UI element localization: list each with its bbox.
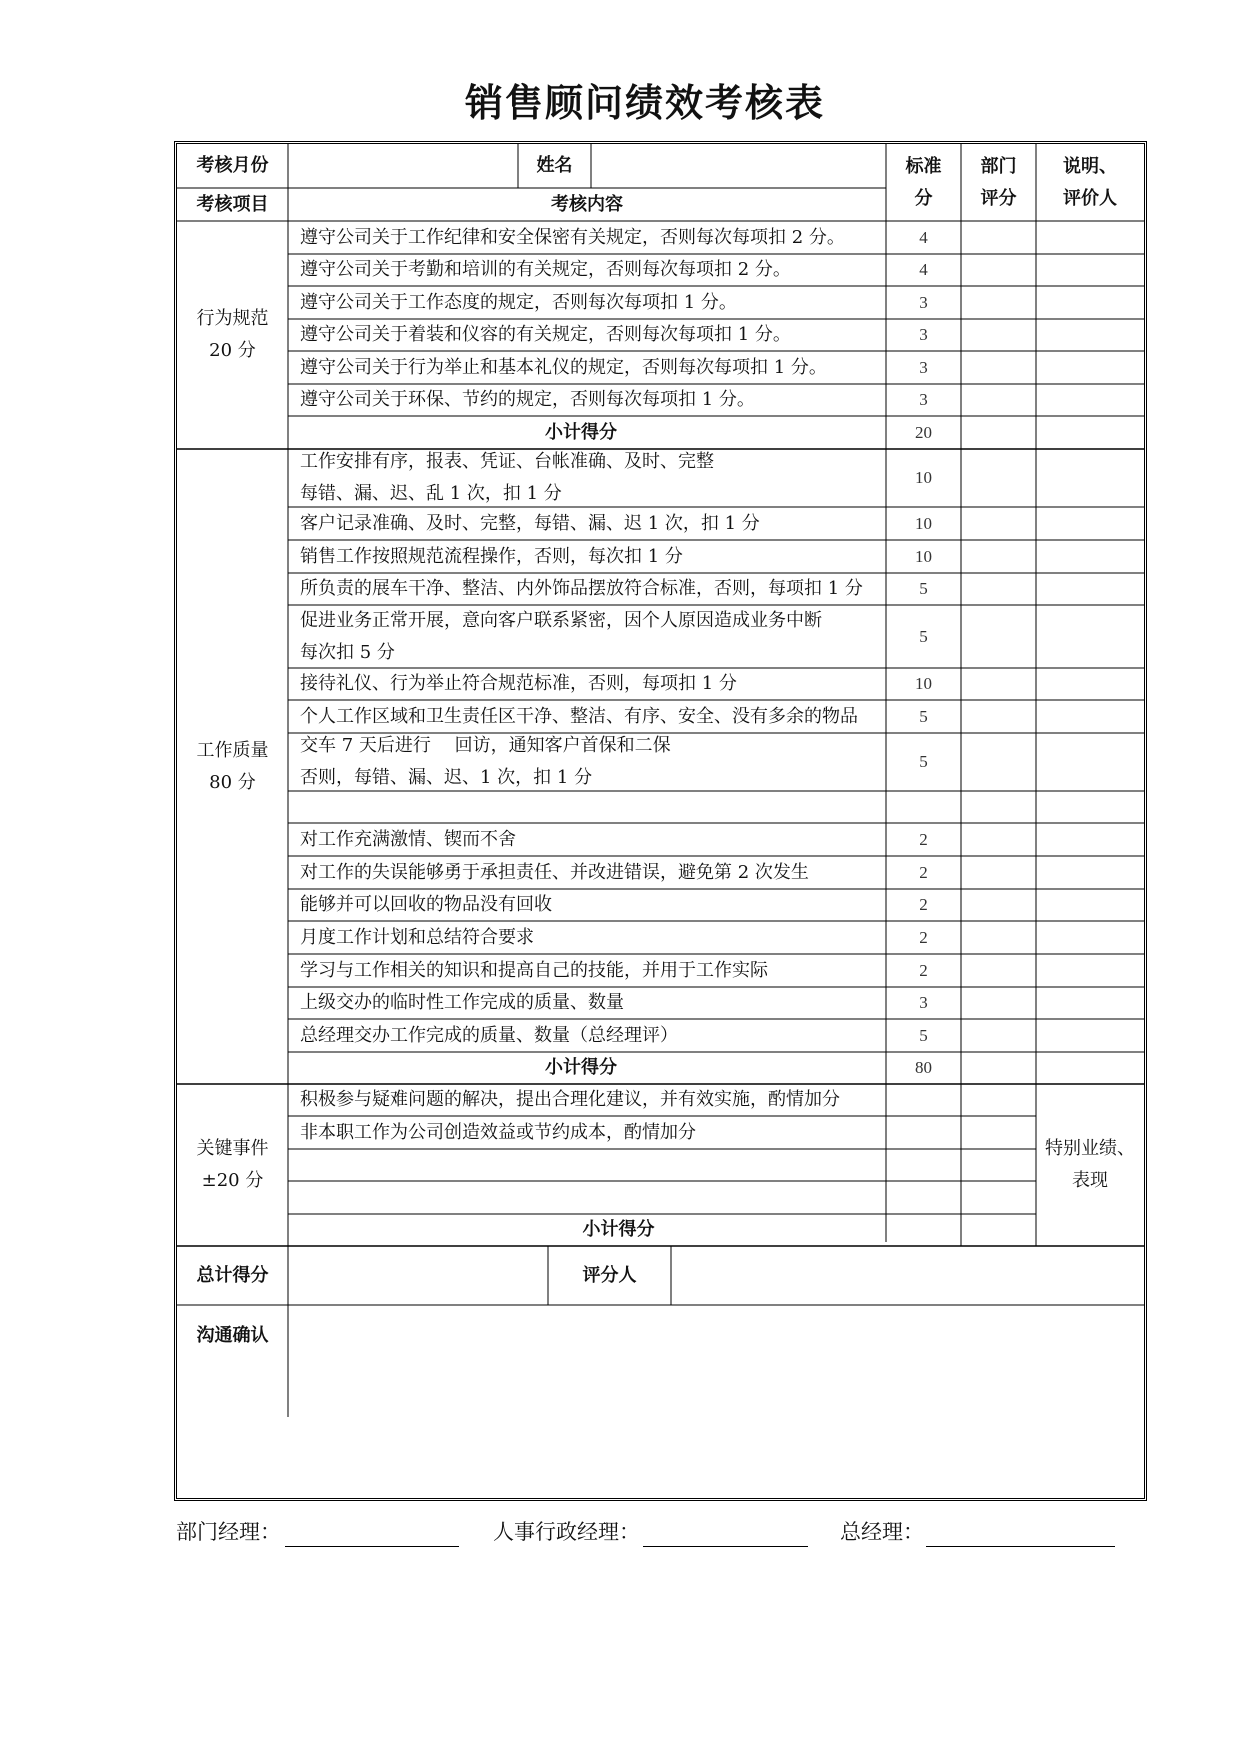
item-label-text: 考核项目 bbox=[196, 193, 269, 215]
behavior-row-note[interactable] bbox=[1036, 384, 1144, 416]
behavior-row-std-score bbox=[886, 319, 961, 351]
key-subtotal-label-text: 小计得分 bbox=[582, 1219, 655, 1240]
key-special-note-text: 表现 bbox=[1072, 1170, 1108, 1191]
quality-row-content-text: 能够并可以回收的物品没有回收 bbox=[300, 894, 552, 915]
total-label bbox=[177, 1246, 288, 1305]
quality-row-std-score bbox=[886, 540, 961, 573]
quality-row-std-score bbox=[886, 823, 961, 856]
behavior-row-content-text: 遵守公司关于着装和仪容的有关规定，否则每次每项扣 1 分。 bbox=[300, 324, 791, 345]
behavior-row-std-score-text: 3 bbox=[919, 357, 928, 377]
behavior-row-std-score-text: 3 bbox=[919, 325, 928, 344]
quality-row-content-text: 促进业务正常开展，意向客户联系紧密，因个人原因造成业务中断 bbox=[300, 609, 822, 631]
quality-row-dept-score[interactable] bbox=[961, 889, 1036, 921]
quality-subtotal-label-text: 小计得分 bbox=[545, 1057, 617, 1078]
quality-row-note[interactable] bbox=[1036, 540, 1144, 573]
quality-row-std-score-text: 2 bbox=[919, 927, 928, 947]
quality-row-std-score-text: 2 bbox=[919, 895, 928, 914]
key-row-content bbox=[288, 1149, 961, 1181]
behavior-row-std-score bbox=[886, 286, 961, 319]
quality-row-std-score-text: 2 bbox=[919, 829, 928, 849]
quality-section-label bbox=[177, 449, 288, 1084]
quality-row-content-text: 月度工作计划和总结符合要求 bbox=[300, 926, 534, 948]
key-row-content bbox=[288, 1181, 961, 1214]
behavior-row-note[interactable] bbox=[1036, 221, 1144, 254]
behavior-row-content bbox=[288, 221, 886, 254]
quality-row-std-score bbox=[886, 954, 961, 987]
quality-row-std-score bbox=[886, 507, 961, 540]
quality-row-note[interactable] bbox=[1036, 987, 1144, 1019]
quality-row-dept-score[interactable] bbox=[961, 449, 1036, 507]
month-label bbox=[177, 144, 288, 188]
quality-row-note[interactable] bbox=[1036, 573, 1144, 605]
note-header-text: 说明、 bbox=[1063, 155, 1117, 177]
quality-row-std-score-text: 5 bbox=[919, 579, 928, 598]
quality-row-content bbox=[288, 700, 886, 733]
page-title: 销售顾问绩效考核表 bbox=[464, 81, 825, 125]
quality-row-content bbox=[288, 605, 886, 668]
quality-row-content-text: 接待礼仪、行为举止符合规范标准，否则，每项扣 1 分 bbox=[300, 673, 737, 694]
quality-row-content-text: 所负责的展车干净、整洁、内外饰品摆放符合标准，否则，每项扣 1 分 bbox=[300, 578, 863, 599]
quality-row-dept-score[interactable] bbox=[961, 700, 1036, 733]
quality-row-content bbox=[288, 856, 886, 889]
quality-row-note[interactable] bbox=[1036, 954, 1144, 987]
behavior-row-note[interactable] bbox=[1036, 319, 1144, 351]
gm-label: 总经理： bbox=[840, 1520, 924, 1544]
key-subtotal-label bbox=[288, 1214, 961, 1246]
quality-row-content bbox=[288, 573, 886, 605]
key-row-score[interactable] bbox=[961, 1149, 1036, 1181]
rater-label bbox=[548, 1246, 671, 1305]
rater-label-text: 评分人 bbox=[582, 1264, 637, 1286]
behavior-row-dept-score[interactable] bbox=[961, 384, 1036, 416]
quality-row-std-score bbox=[886, 1019, 961, 1052]
behavior-row-dept-score[interactable] bbox=[961, 254, 1036, 286]
month-input[interactable] bbox=[288, 144, 518, 188]
quality-row-std-score-text: 2 bbox=[919, 862, 928, 882]
quality-row-content bbox=[288, 1019, 886, 1052]
behavior-row-std-score bbox=[886, 351, 961, 384]
total-label-text: 总计得分 bbox=[196, 1264, 269, 1286]
behavior-row-std-score-text: 3 bbox=[919, 390, 928, 409]
quality-row-std-score bbox=[886, 668, 961, 700]
dept-manager-signature-line[interactable] bbox=[285, 1546, 459, 1547]
behavior-row-note[interactable] bbox=[1036, 351, 1144, 384]
quality-row-content bbox=[288, 733, 886, 791]
quality-row-std-score-text: 10 bbox=[915, 468, 932, 487]
quality-row-std-score bbox=[886, 605, 961, 668]
quality-row-content bbox=[288, 954, 886, 987]
quality-row-dept-score[interactable] bbox=[961, 733, 1036, 791]
quality-row-note[interactable] bbox=[1036, 507, 1144, 540]
behavior-section-label-text: 20 分 bbox=[209, 340, 256, 361]
key-subtotal-score[interactable] bbox=[961, 1214, 1036, 1246]
quality-row-std-score-text: 10 bbox=[915, 674, 932, 693]
quality-row-std-score bbox=[886, 921, 961, 954]
note-header bbox=[1036, 144, 1144, 221]
quality-row-note[interactable] bbox=[1036, 1019, 1144, 1052]
month-label-text: 考核月份 bbox=[196, 155, 269, 176]
key-row-score[interactable] bbox=[961, 1084, 1036, 1116]
behavior-row-note[interactable] bbox=[1036, 254, 1144, 286]
behavior-row-note[interactable] bbox=[1036, 286, 1144, 319]
quality-subtotal-value bbox=[886, 1052, 961, 1084]
quality-row-content bbox=[288, 791, 886, 823]
quality-row-std-score bbox=[886, 700, 961, 733]
behavior-row-dept-score[interactable] bbox=[961, 286, 1036, 319]
behavior-row-std-score-text: 4 bbox=[919, 260, 928, 279]
behavior-row-content-text: 遵守公司关于考勤和培训的有关规定，否则每次每项扣 2 分。 bbox=[300, 259, 791, 280]
quality-row-content bbox=[288, 889, 886, 921]
behavior-row-content bbox=[288, 319, 886, 351]
behavior-subtotal-label-text: 小计得分 bbox=[545, 422, 617, 443]
key-row-content-text: 积极参与疑难问题的解决，提出合理化建议，并有效实施，酌情加分 bbox=[300, 1089, 840, 1110]
quality-row-content-text: 每错、漏、迟、乱 1 次，扣 1 分 bbox=[300, 483, 562, 504]
key-row-content bbox=[288, 1116, 961, 1149]
quality-subtotal-value-text: 80 bbox=[915, 1058, 932, 1077]
quality-row-std-score bbox=[886, 573, 961, 605]
quality-row-content bbox=[288, 921, 886, 954]
quality-row-content-text: 销售工作按照规范流程操作，否则，每次扣 1 分 bbox=[300, 545, 683, 567]
behavior-row-content bbox=[288, 384, 886, 416]
behavior-row-std-score-text: 4 bbox=[919, 227, 928, 247]
quality-row-note[interactable] bbox=[1036, 449, 1144, 507]
name-label bbox=[518, 144, 591, 188]
quality-row-dept-score[interactable] bbox=[961, 1019, 1036, 1052]
quality-subtotal-label bbox=[288, 1052, 886, 1084]
quality-row-content-text: 工作安排有序，报表、凭证、台帐准确、及时、完整 bbox=[300, 451, 714, 472]
dept-score-header-text: 评分 bbox=[980, 187, 1017, 209]
quality-row-note[interactable] bbox=[1036, 605, 1144, 668]
behavior-row-content-text: 遵守公司关于工作纪律和安全保密有关规定，否则每次每项扣 2 分。 bbox=[300, 226, 845, 248]
confirm-input[interactable] bbox=[288, 1305, 1144, 1366]
quality-row-std-score-text: 10 bbox=[915, 513, 932, 533]
hr-manager-label: 人事行政经理： bbox=[493, 1520, 640, 1544]
key-section-label-text: ±20 分 bbox=[201, 1170, 264, 1191]
quality-row-content-text: 个人工作区域和卫生责任区干净、整洁、有序、安全、没有多余的物品 bbox=[300, 705, 858, 727]
quality-row-std-score-text: 10 bbox=[915, 546, 932, 566]
quality-row-note[interactable] bbox=[1036, 791, 1144, 823]
dept-manager-label: 部门经理： bbox=[176, 1520, 281, 1544]
key-section-label bbox=[177, 1084, 288, 1246]
gm-signature-line[interactable] bbox=[926, 1546, 1115, 1547]
quality-row-content bbox=[288, 668, 886, 700]
quality-row-content bbox=[288, 507, 886, 540]
behavior-row-std-score bbox=[886, 384, 961, 416]
behavior-row-std-score bbox=[886, 221, 961, 254]
quality-row-dept-score[interactable] bbox=[961, 856, 1036, 889]
quality-row-dept-score[interactable] bbox=[961, 540, 1036, 573]
dept-score-header bbox=[961, 144, 1036, 221]
key-section-label-text: 关键事件 bbox=[196, 1138, 269, 1159]
quality-row-content bbox=[288, 823, 886, 856]
quality-row-dept-score[interactable] bbox=[961, 823, 1036, 856]
behavior-row-dept-score[interactable] bbox=[961, 319, 1036, 351]
quality-row-std-score-text: 2 bbox=[919, 960, 928, 980]
name-input[interactable] bbox=[591, 144, 886, 188]
quality-row-std-score bbox=[886, 733, 961, 791]
quality-row-dept-score[interactable] bbox=[961, 987, 1036, 1019]
behavior-subtotal-dept[interactable] bbox=[961, 416, 1036, 449]
quality-row-content-text: 对工作充满激情、锲而不舍 bbox=[300, 828, 516, 850]
key-special-note-text: 特别业绩、 bbox=[1045, 1138, 1135, 1159]
behavior-row-content-text: 遵守公司关于环保、节约的规定，否则每次每项扣 1 分。 bbox=[300, 389, 755, 410]
quality-row-content bbox=[288, 987, 886, 1019]
content-label bbox=[288, 188, 886, 221]
quality-row-content-text: 每次扣 5 分 bbox=[300, 641, 395, 663]
quality-row-content-text: 客户记录准确、及时、完整，每错、漏、迟 1 次，扣 1 分 bbox=[300, 512, 760, 534]
quality-row-std-score-text: 3 bbox=[919, 993, 928, 1012]
quality-row-content bbox=[288, 540, 886, 573]
quality-row-dept-score[interactable] bbox=[961, 921, 1036, 954]
quality-row-std-score-text: 5 bbox=[919, 752, 928, 771]
total-score-input[interactable] bbox=[288, 1246, 548, 1305]
quality-row-note[interactable] bbox=[1036, 733, 1144, 791]
quality-row-note[interactable] bbox=[1036, 921, 1144, 954]
evaluation-table bbox=[174, 141, 1147, 1501]
quality-row-dept-score[interactable] bbox=[961, 507, 1036, 540]
quality-row-note[interactable] bbox=[1036, 668, 1144, 700]
rater-input[interactable] bbox=[671, 1246, 1144, 1305]
confirm-label-text: 沟通确认 bbox=[196, 1324, 269, 1346]
behavior-row-dept-score[interactable] bbox=[961, 351, 1036, 384]
quality-subtotal-dept[interactable] bbox=[961, 1052, 1036, 1084]
quality-row-content-text: 学习与工作相关的知识和提高自己的技能，并用于工作实际 bbox=[300, 959, 768, 981]
behavior-row-dept-score[interactable] bbox=[961, 221, 1036, 254]
note-header-text: 评价人 bbox=[1063, 187, 1117, 209]
behavior-subtotal-label bbox=[288, 416, 886, 449]
behavior-subtotal-value bbox=[886, 416, 961, 449]
hr-manager-signature-line[interactable] bbox=[643, 1546, 808, 1547]
key-row-score[interactable] bbox=[961, 1116, 1036, 1149]
quality-row-std-score bbox=[886, 889, 961, 921]
quality-row-std-score-text: 5 bbox=[919, 1025, 928, 1045]
quality-row-note[interactable] bbox=[1036, 823, 1144, 856]
behavior-section-label bbox=[177, 221, 288, 449]
key-special-note bbox=[1036, 1084, 1144, 1246]
quality-row-note[interactable] bbox=[1036, 856, 1144, 889]
item-label bbox=[177, 188, 288, 221]
quality-row-dept-score[interactable] bbox=[961, 668, 1036, 700]
quality-row-std-score bbox=[886, 987, 961, 1019]
behavior-row-content-text: 遵守公司关于行为举止和基本礼仪的规定，否则每次每项扣 1 分。 bbox=[300, 356, 827, 378]
dept-score-header-text: 部门 bbox=[980, 155, 1017, 177]
key-row-content-text: 非本职工作为公司创造效益或节约成本，酌情加分 bbox=[300, 1121, 696, 1143]
quality-row-std-score bbox=[886, 856, 961, 889]
quality-section-label-text: 80 分 bbox=[209, 771, 256, 793]
quality-row-std-score bbox=[886, 791, 961, 823]
quality-row-content bbox=[288, 449, 886, 507]
std-score-header-text: 标准 bbox=[905, 155, 942, 177]
quality-row-dept-score[interactable] bbox=[961, 605, 1036, 668]
key-row-score[interactable] bbox=[961, 1181, 1036, 1214]
quality-row-dept-score[interactable] bbox=[961, 573, 1036, 605]
quality-row-dept-score[interactable] bbox=[961, 954, 1036, 987]
quality-row-std-score bbox=[886, 449, 961, 507]
behavior-subtotal-value-text: 20 bbox=[915, 422, 932, 442]
name-label-text: 姓名 bbox=[536, 155, 573, 176]
behavior-row-content bbox=[288, 351, 886, 384]
quality-row-std-score-text: 5 bbox=[919, 706, 928, 726]
quality-row-content-text: 对工作的失误能够勇于承担责任、并改进错误，避免第 2 次发生 bbox=[300, 861, 809, 883]
quality-row-note[interactable] bbox=[1036, 889, 1144, 921]
quality-row-content-text: 总经理交办工作完成的质量、数量（总经理评） bbox=[300, 1024, 678, 1046]
content-label-text: 考核内容 bbox=[551, 193, 623, 215]
behavior-row-content bbox=[288, 254, 886, 286]
quality-row-content-text: 上级交办的临时性工作完成的质量、数量 bbox=[300, 992, 624, 1013]
behavior-row-content-text: 遵守公司关于工作态度的规定，否则每次每项扣 1 分。 bbox=[300, 291, 737, 313]
behavior-section-label-text: 行为规范 bbox=[196, 308, 269, 329]
std-score-header bbox=[886, 144, 961, 221]
behavior-row-content bbox=[288, 286, 886, 319]
quality-row-note[interactable] bbox=[1036, 700, 1144, 733]
quality-row-content-text: 否则，每错、漏、迟、1 次，扣 1 分 bbox=[300, 767, 593, 788]
quality-row-dept-score[interactable] bbox=[961, 791, 1036, 823]
quality-row-content-text: 交车 7 天后进行 回访，通知客户首保和二保 bbox=[300, 735, 671, 756]
confirm-label bbox=[177, 1305, 288, 1366]
behavior-row-std-score-text: 3 bbox=[919, 292, 928, 312]
quality-row-std-score-text: 5 bbox=[919, 626, 928, 646]
quality-section-label-text: 工作质量 bbox=[196, 739, 269, 761]
key-row-content bbox=[288, 1084, 961, 1116]
behavior-row-std-score bbox=[886, 254, 961, 286]
std-score-header-text: 分 bbox=[914, 187, 933, 209]
